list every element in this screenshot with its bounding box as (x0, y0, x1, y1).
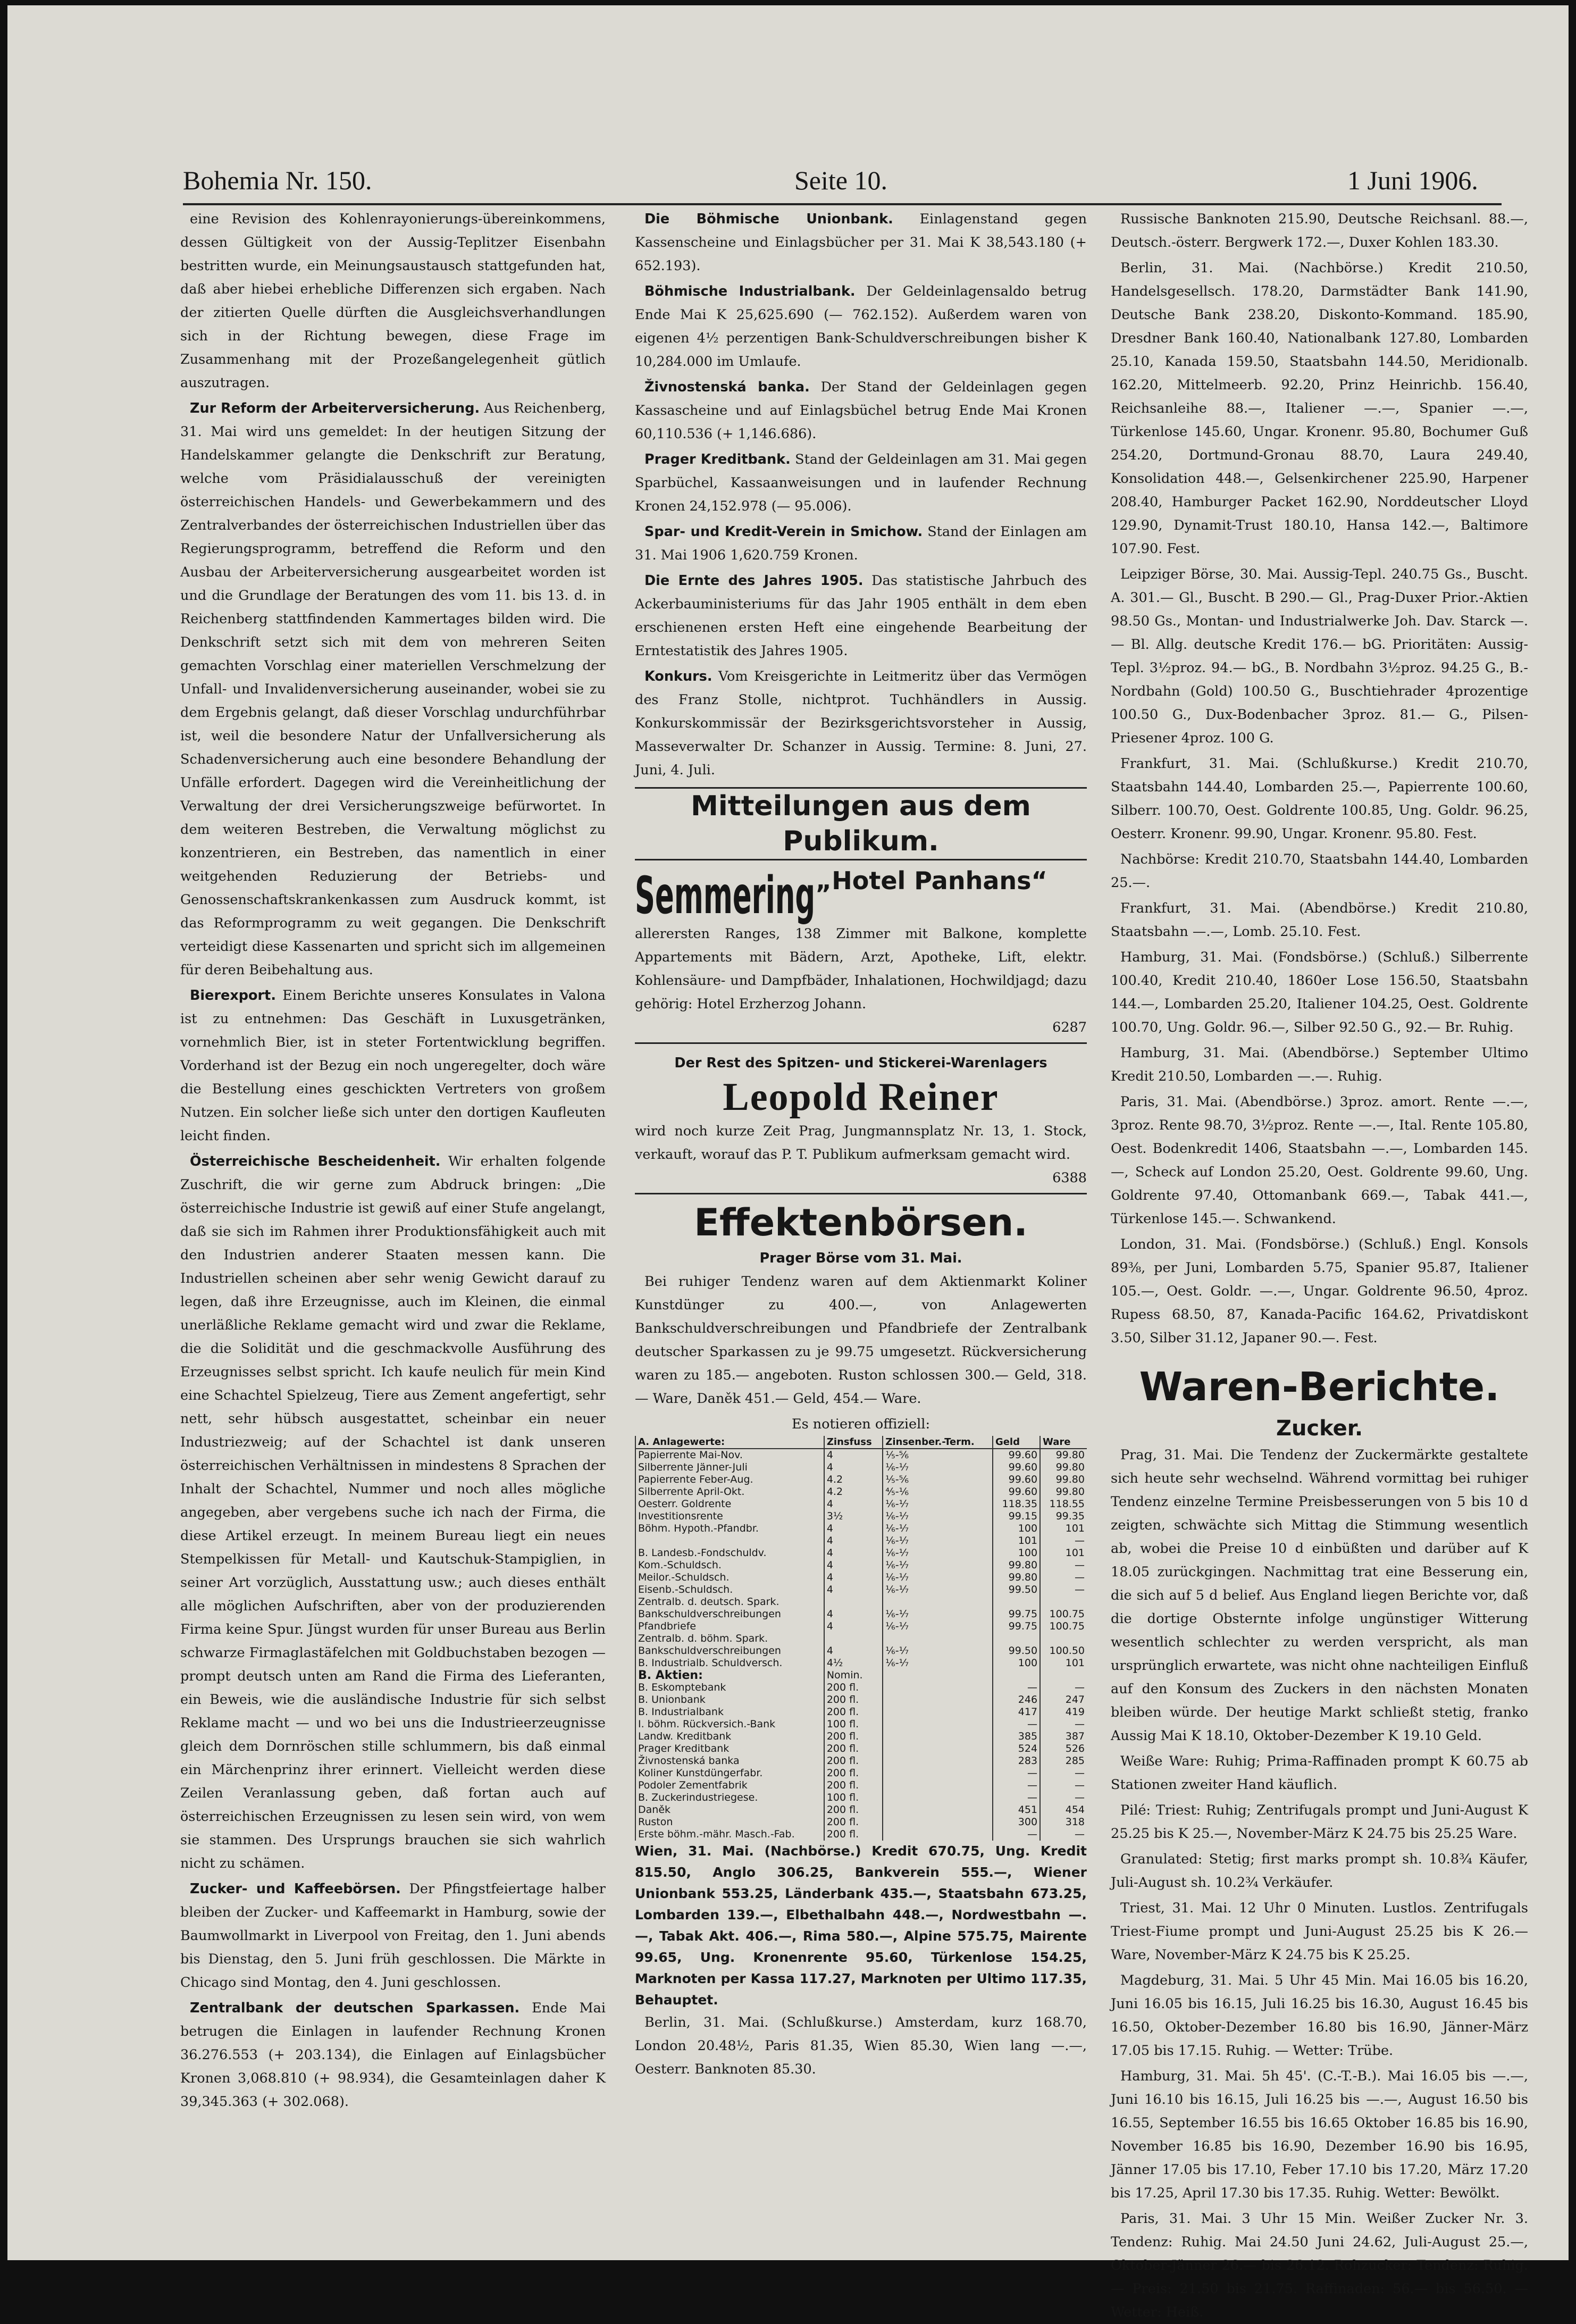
header-right: 1 Juni 1906. (1347, 165, 1478, 195)
article (180, 1996, 606, 2113)
table-cell (635, 1535, 824, 1547)
table-cell: 101 (1040, 1657, 1087, 1669)
boerse-text: Bei ruhiger Tendenz waren auf dem Aktienmarkt Koliner Kunstdünger zu 400.—, von Anlagewerten Bankschuldverschreibungen und Pfandbriefe der Zentralbank deutscher Sparkassen zu je 99.75 umgesetzt. Rückversicherung waren zu 185.— angeboten. Ruston schlossen 300.— Geld, 318.— Ware, Daněk 451.— Geld, 454.— Ware. (635, 1274, 1087, 1407)
zucker-report: Magdeburg, 31. Mai. 5 Uhr 45 Min. Mai 16.05 bis 16.20, Juni 16.05 bis 16.15, Juli 16.25 bis 16.30, August 16.45 bis 16.50, Oktober-Dezember 16.80 bis 16.90, Jänner-März 17.05 bis 17.15. Ruhig. — Wetter: Trübe. (1111, 1972, 1528, 2059)
table-cell: — (993, 1767, 1040, 1779)
table-cell: 4.2 (824, 1486, 883, 1498)
table-cell: 247 (1040, 1694, 1087, 1706)
article-heading: Prager Kreditbank. (644, 452, 791, 467)
table-cell (883, 1633, 993, 1645)
table-cell: ⅙-⅐ (883, 1523, 993, 1535)
table-cell: 387 (1040, 1731, 1087, 1743)
article-heading: Böhmische Industrialbank. (644, 283, 856, 299)
table-row (635, 1535, 1087, 1547)
table-cell (883, 1816, 993, 1828)
table-cell: 4 (824, 1571, 883, 1584)
table-cell: Živnostenská banka (635, 1755, 824, 1767)
table-cell: 4 (824, 1584, 883, 1596)
table-cell: 99.60 (993, 1486, 1040, 1498)
table-cell: — (1040, 1779, 1087, 1792)
table-cell (883, 1706, 993, 1718)
table-cell: 99.80 (1040, 1486, 1087, 1498)
article-heading: Die Ernte des Jahres 1905. (644, 573, 864, 589)
table-cell: 454 (1040, 1804, 1087, 1816)
table-cell: 99.50 (993, 1645, 1040, 1657)
table-cell: 4.2 (824, 1474, 883, 1486)
exchange-report: Berlin, 31. Mai. (Nachbörse.) Kredit 210.50, Handelsgesellsch. 178.20, Darmstädter Bank 141.90, Deutsche Bank 238.20, Diskonto-Kommand. 185.90, Dresdner Bank 160.40, Nationalbank 127.80, Lombarden 25.10, Kanada 159.50, Staatsbahn 144.50, Meridionalb. 162.20, Mittelmeerb. 92.20, Prinz Heinrichb. 156.40, Reichsanleihe 88.—, Italiener —.—, Spanier —.—, Türkenlose 145.60, Ungar. Kronenr. 95.80, Bochumer Guß 254.20, Dortmund-Gronau 88.70, Laura 249.40, Konsolidation 448.—, Gelsenkirchener 225.90, Harpener 208.40, Hamburger Packet 162.90, Norddeutscher Lloyd 129.90, Dynamit-Trust 180.10, Hansa 142.—, Baltimore 107.90. Fest. (1111, 260, 1528, 557)
table-cell: 101 (1040, 1547, 1087, 1559)
table-cell (883, 1731, 993, 1743)
table-row (635, 1461, 1087, 1474)
table-cell: 99.50 (993, 1584, 1040, 1596)
table-cell (883, 1792, 993, 1804)
table-cell: — (1040, 1535, 1087, 1547)
table-cell: 100.75 (1040, 1620, 1087, 1633)
table-row (635, 1571, 1087, 1584)
table-cell: 99.75 (993, 1620, 1040, 1633)
zucker-report: Granulated: Stetig; first marks prompt sh. 10.8¾ Käufer, Juli-August sh. 10.2¾ Verkäufer. (1111, 1851, 1528, 1891)
table-cell: 4 (824, 1620, 883, 1633)
table-cell: ⅙-⅐ (883, 1559, 993, 1571)
article (180, 397, 606, 982)
table-cell: — (1040, 1571, 1087, 1584)
article-text: eine Revision des Kohlenrayonierungs-übereinkommens, dessen Gültigkeit von der Aussig-Teplitzer Eisenbahn bestritten wurde, ein Meinungsaustausch stattgefunden hat, daß aber hiebei erhebliche Differenzen sich ergaben. Nach der zitierten Quelle dürften die Ausgleichsverhandlungen sich in der Richtung bewegen, diese Frage im Zusammenhang mit der Prozeßangelegenheit gütlich auszutragen. (180, 211, 606, 391)
table-cell: 100 fl. (824, 1792, 883, 1804)
table-cell: Landw. Kreditbank (635, 1731, 824, 1743)
article-text: Der Stand der Geldeinlagen gegen Kassascheine und auf Einlagsbüchel betrug Ende Mai Kronen 60,110.536 (+ 1,146.686). (635, 379, 1087, 442)
table-cell (883, 1596, 993, 1608)
table-cell: 4 (824, 1547, 883, 1559)
table-cell: ⅕-⅚ (883, 1449, 993, 1461)
article-text: Einem Berichte unseres Konsulates in Valona ist zu entnehmen: Das Geschäft in Luxusgetränken, vornehmlich Bier, ist in steter Fortentwicklung begriffen. Vorderhand ist der Bezug ein noch ungeregelter, doch wäre die Bestellung eines geschickten Vertreters von großem Nutzen. Ein solcher ließe sich unter den dortigen Kaufleuten leicht finden. (180, 988, 606, 1144)
bank-notices (635, 207, 1087, 782)
table-cell: 200 fl. (824, 1828, 883, 1841)
table-cell: 101 (993, 1535, 1040, 1547)
column-header: Geld (993, 1436, 1040, 1449)
table-cell: ⅙-⅐ (883, 1461, 993, 1474)
table-cell: 4 (824, 1449, 883, 1461)
table-cell: 451 (993, 1804, 1040, 1816)
table-cell: 99.80 (1040, 1474, 1087, 1486)
table-cell: 318 (1040, 1816, 1087, 1828)
table-row (635, 1449, 1087, 1461)
table-row (635, 1633, 1087, 1645)
table-cell (883, 1694, 993, 1706)
table-row (635, 1743, 1087, 1755)
table-cell: 100.75 (1040, 1608, 1087, 1620)
table-row (635, 1608, 1087, 1620)
exchange-report: Hamburg, 31. Mai. (Abendbörse.) September Ultimo Kredit 210.50, Lombarden —.—. Ruhig. (1111, 1045, 1528, 1084)
table-cell: — (993, 1718, 1040, 1731)
table-row (635, 1804, 1087, 1816)
table-row (635, 1694, 1087, 1706)
table-cell: — (993, 1792, 1040, 1804)
table-cell: 99.75 (993, 1608, 1040, 1620)
table-cell: Kom.-Schuldsch. (635, 1559, 824, 1571)
table-row (635, 1657, 1087, 1669)
table-cell (883, 1828, 993, 1841)
table-row (635, 1523, 1087, 1535)
table-cell: 285 (1040, 1755, 1087, 1767)
table-cell: ⅙-⅐ (883, 1620, 993, 1633)
table-cell: 417 (993, 1706, 1040, 1718)
table-row (635, 1718, 1087, 1731)
table-cell: B. Zuckerindustriegese. (635, 1792, 824, 1804)
article-heading: Spar- und Kredit-Verein in Smichow. (644, 524, 923, 540)
table-cell: 246 (993, 1694, 1040, 1706)
table-cell: — (1040, 1718, 1087, 1731)
table-cell: ⅙-⅐ (883, 1510, 993, 1523)
table-cell: 99.60 (993, 1461, 1040, 1474)
table-cell: 200 fl. (824, 1682, 883, 1694)
effektenboersen-title: Effektenbörsen. (694, 1201, 1028, 1244)
table-cell: ⅙-⅐ (883, 1571, 993, 1584)
article (180, 1150, 606, 1875)
table-cell: Bankschuldverschreibungen (635, 1608, 824, 1620)
article (180, 1877, 606, 1994)
table-cell (1040, 1596, 1087, 1608)
table-row (635, 1559, 1087, 1571)
column-2 (635, 207, 1087, 2207)
article-text: Einlagenstand gegen Kassenscheine und Einlagsbücher per 31. Mai K 38,543.180 (+ 652.193). (635, 211, 1087, 274)
table-cell: Zentralb. d. böhm. Spark. (635, 1633, 824, 1645)
zucker-subtitle: Zucker. (1276, 1416, 1363, 1441)
article (635, 207, 1087, 278)
table-cell: 100 fl. (824, 1718, 883, 1731)
exchange-report: Nachbörse: Kredit 210.70, Staatsbahn 144.40, Lombarden 25.—. (1111, 851, 1528, 891)
table-cell: Papierrente Mai-Nov. (635, 1449, 824, 1461)
table-cell: Silberrente Jänner-Juli (635, 1461, 824, 1474)
table-cell: 99.80 (1040, 1449, 1087, 1461)
table-cell (883, 1755, 993, 1767)
column-header: Zinsfuss (824, 1436, 883, 1449)
table-row (635, 1767, 1087, 1779)
table-row (635, 1474, 1087, 1486)
table-cell: Silberrente April-Okt. (635, 1486, 824, 1498)
article (180, 984, 606, 1148)
table-cell: — (993, 1682, 1040, 1694)
article-heading: Konkurs. (644, 668, 712, 684)
table-cell: ⅕-⅚ (883, 1474, 993, 1486)
table-cell (883, 1718, 993, 1731)
newspaper-page (7, 5, 1569, 2320)
kurs-table (635, 1436, 1087, 1841)
table-row (635, 1682, 1087, 1694)
table-cell: 524 (993, 1743, 1040, 1755)
table-cell: — (1040, 1828, 1087, 1841)
table-cell: 100 (993, 1523, 1040, 1535)
table-cell: B. Eskomptebank (635, 1682, 824, 1694)
table-cell: 4 (824, 1535, 883, 1547)
table-cell: 99.80 (993, 1571, 1040, 1584)
prager-boerse-subtitle: Prager Börse vom 31. Mai. (759, 1250, 962, 1266)
hotel-panhans-ad (635, 866, 1087, 1044)
table-cell: Daněk (635, 1804, 824, 1816)
table-cell: — (993, 1779, 1040, 1792)
reiner-text: wird noch kurze Zeit Prag, Jungmannsplatz Nr. 13, 1. Stock, verkauft, worauf das P. T. Publikum aufmerksam gemacht wird. (635, 1123, 1087, 1163)
table-cell: 118.55 (1040, 1498, 1087, 1510)
table-cell: 200 fl. (824, 1779, 883, 1792)
table-cell: 118.35 (993, 1498, 1040, 1510)
article (635, 280, 1087, 373)
table-cell: 99.15 (993, 1510, 1040, 1523)
nominal-heading: Nomin. (824, 1669, 883, 1682)
column-header: A. Anlagewerte: (635, 1436, 824, 1449)
article-text: Wir erhalten folgende Zuschrift, die wir gerne zum Abdruck bringen: „Die österreichische Industrie ist gewiß auf einer Stufe angelangt, daß sie sich im Rahmen ihrer Produktionsfähigkeit auch mit den Industrien anderer Staaten messen kann. Die Industriellen scheinen aber sehr wenig Gewicht darauf zu legen, daß ihre Erzeugnisse, auch im Kleinen, die einmal unerläßliche Reklame gemacht wird und zwar die Reklame, die die Solidität und die geschmackvolle Ausführung des Erzeugnisses selbst spricht. Ich kaufe neulich für mein Kind eine Schachtel Spielzeug, Tiere aus Zement angefertigt, sehr nett, sehr hübsch ausgestattet, scheinbar ein neuer Industriezweig; auf der Schachtel ist dank unseren österreichischen Verhältnissen in mindestens 8 Sprachen der Inhalt der Schachtel, Nummer und noch alles mögliche angegeben, aber vergebens suche ich nach der Firma, die diese Artikel erzeugt. In meinem Bureau liegt ein neues Stempelkissen für Metall- und Kautschuk-Stampiglien, in seiner Art vorzüglich, Ausstattung usw.; auch dieses enthält alle möglichen Aufschriften, aber von der produzierenden Firma keine Spur. Jüngst wurden für unser Bureau aus Berlin schwarze Firmaglastäfelchen mit Goldbuchstaben bezogen — prompt deutsch unten am Rand die Firma des Lieferanten, ein Beweis, wie die ausländische Industrie für sich selbst Reklame macht — und wo bei uns die Industrieerzeugnisse gleich dem Dornröschen stille schlummern, bis daß einmal ein Märchenprinz ihrer erinnert. Vielleicht werden diese Zeilen Veranlassung geben, daß fortan auch auf österreichischen Erzeugnissen zu lesen sein wird, von wem sie stammen. Des Ursprungs brauchen sie sich wahrlich nicht zu schämen. (180, 1153, 606, 1871)
hotel-text: allerersten Ranges, 138 Zimmer mit Balkone, komplette Appartements mit Bädern, Arzt, Apotheke, Lift, elektr. Kohlensäure- und Dampfbäder, Inhalationen, Hochwildjagd; dazu gehörig: Hotel Erzherzog Johann. (635, 926, 1087, 1012)
table-cell: 283 (993, 1755, 1040, 1767)
table-row (635, 1584, 1087, 1596)
table-row (635, 1510, 1087, 1523)
table-cell: 200 fl. (824, 1731, 883, 1743)
table-cell: 4 (824, 1559, 883, 1571)
table-row (635, 1498, 1087, 1510)
article-text: Das statistische Jahrbuch des Ackerbauministeriums für das Jahr 1905 enthält in dem eben erschienenen ersten Heft eine eingehende Bearbeitung der Erntestatistik des Jahres 1905. (635, 573, 1087, 659)
table-cell: — (1040, 1767, 1087, 1779)
table-cell: 100 (993, 1547, 1040, 1559)
table-cell: ⅙-⅐ (883, 1645, 993, 1657)
table-cell: B. Industrialbank (635, 1706, 824, 1718)
header-rule (183, 203, 1502, 205)
table-cell: 4½ (824, 1657, 883, 1669)
article (635, 569, 1087, 663)
table-cell: 200 fl. (824, 1767, 883, 1779)
hotel-name: „Hotel Panhans“ (816, 866, 1047, 895)
zucker-report: Hamburg, 31. Mai. 5h 45'. (C.-T.-B.). Mai 16.05 bis —.—, Juni 16.10 bis 16.15, Juli 16.25 bis —.—, August 16.50 bis 16.55, September 16.55 bis 16.65 Oktober 16.85 bis 16.90, November 16.85 bis 16.90, Dezember 16.90 bis 16.95, Jänner 17.05 bis 17.10, Feber 17.10 bis 17.20, März 17.20 bis 17.25, April 17.30 bis 17.35. Ruhig. Wetter: Bewölkt. (1111, 2068, 1528, 2201)
table-cell: Investitionsrente (635, 1510, 824, 1523)
article (635, 448, 1087, 518)
table-cell: 99.80 (993, 1559, 1040, 1571)
table-cell: 101 (1040, 1523, 1087, 1535)
table-cell: Papierrente Feber-Aug. (635, 1474, 824, 1486)
table-cell: — (1040, 1792, 1087, 1804)
table-cell: 526 (1040, 1743, 1087, 1755)
article (180, 207, 606, 395)
table-cell: 99.60 (993, 1474, 1040, 1486)
table-cell: ⅙-⅐ (883, 1584, 993, 1596)
table-row (635, 1486, 1087, 1498)
table-row (635, 1620, 1087, 1633)
article (635, 375, 1087, 446)
article-text: Stand der Einlagen am 31. Mai 1906 1,620.759 Kronen. (635, 524, 1087, 563)
exchange-report: Hamburg, 31. Mai. (Fondsbörse.) (Schluß.) Silberrente 100.40, Kredit 210.40, 1860er Lose 156.50, Staatsbahn 144.—, Lombarden 25.20, Italiener 104.25, Oest. Goldrente 100.70, Ung. Goldr. 96.—, Silber 92.50 G., 92.— Br. Ruhig. (1111, 949, 1528, 1035)
exchange-report: Frankfurt, 31. Mai. (Schlußkurse.) Kredit 210.70, Staatsbahn 144.40, Lombarden 25.—, Papierrente 100.60, Silberr. 100.70, Oest. Goldrente 100.85, Ung. Goldr. 96.25, Oesterr. Kronenr. 99.90, Ungar. Kronenr. 95.80. Fest. (1111, 756, 1528, 842)
table-cell: — (1040, 1682, 1087, 1694)
semmering-title: Semmering (635, 866, 816, 925)
table-cell: Bankschuldverschreibungen (635, 1645, 824, 1657)
table-cell: B. Unionbank (635, 1694, 824, 1706)
exchange-report: Russische Banknoten 215.90, Deutsche Reichsanl. 88.—, Deutsch.-österr. Bergwerk 172.—, Duxer Kohlen 183.30. (1111, 211, 1528, 250)
wien-nachboerse: Wien, 31. Mai. (Nachbörse.) Kredit 670.75, Ung. Kredit 815.50, Anglo 306.25, Bankverein 555.—, Wiener Unionbank 553.25, Länderbank 435.—, Staatsbahn 673.25, Lombarden 139.—, Elbethalbahn 448.—, Nordwestbahn —.—, Tabak Akt. 406.—, Rima 580.—, Alpine 575.75, Mairente 99.65, Ung. Kronenrente 95.60, Türkenlose 154.25, Marknoten per Kassa 117.27, Marknoten per Ultimo 117.35, Behauptet. (635, 1843, 1087, 2008)
table-cell (993, 1596, 1040, 1608)
article (635, 665, 1087, 782)
exchange-report: Frankfurt, 31. Mai. (Abendbörse.) Kredit 210.80, Staatsbahn —.—, Lomb. 25.10. Fest. (1111, 900, 1528, 940)
table-cell (1040, 1633, 1087, 1645)
article-text: Vom Kreisgerichte in Leitmeritz über das Vermögen des Franz Stolle, nichtprot. Tuchhändlers in Aussig. Konkurskommissär der Bezirksgerichtsvorsteher in Aussig, Masseverwalter Dr. Schanzer in Aussig. Termine: 8. Juni, 27. Juni, 4. Juli. (635, 668, 1087, 778)
table-cell: Pfandbriefe (635, 1620, 824, 1633)
table-cell: 4 (824, 1608, 883, 1620)
zucker-report: Prag, 31. Mai. Die Tendenz der Zuckermärkte gestaltete sich heute sehr wechselnd. Während vormittag bei ruhiger Tendenz einzelne Termine Preisbesserungen von 5 bis 10 d zeigten, schwächte sich Mittag die Stimmung wesentlich ab, wobei die Preise 10 d einbüßten und darüber auf K 18.05 zurückgingen. Nachmittag trat eine Besserung ein, die sich auf 5 d belief. Aus England liegen Berichte vor, daß die dortige Obsternte infolge ungünstiger Witterung wesentlich schlechter zu werden verspricht, als man ursprünglich erwartete, was nicht ohne nachteiligen Einfluß auf den Konsum des Zuckers in den nächsten Monaten bleiben würde. Der heutige Markt schließt stetig, franko Aussig Mai K 18.10, Oktober-Dezember K 19.10 Geld. (1111, 1447, 1528, 1744)
header-center: Seite 10. (794, 165, 887, 195)
table-cell: I. böhm. Rückversich.-Bank (635, 1718, 824, 1731)
table-cell: — (993, 1828, 1040, 1841)
table-cell: Oesterr. Goldrente (635, 1498, 824, 1510)
table-cell: Zentralb. d. deutsch. Spark. (635, 1596, 824, 1608)
table-row (635, 1547, 1087, 1559)
table-row (635, 1816, 1087, 1828)
table-cell: 4 (824, 1645, 883, 1657)
reiner-ad (635, 1048, 1087, 1194)
hotel-ad-number: 6287 (1052, 1019, 1087, 1035)
article (635, 520, 1087, 567)
berlin-schlusskurse: Berlin, 31. Mai. (Schlußkurse.) Amsterdam, kurz 168.70, London 20.48½, Paris 81.35, Wien 85.30, Wien lang —.—, Oesterr. Banknoten 85.30. (635, 2014, 1087, 2077)
table-cell: ⅙-⅐ (883, 1547, 993, 1559)
reiner-ad-number: 6388 (1052, 1170, 1087, 1186)
table-cell (883, 1804, 993, 1816)
table-cell: 200 fl. (824, 1755, 883, 1767)
table-cell: ⅙-⅐ (883, 1657, 993, 1669)
table-cell: 200 fl. (824, 1743, 883, 1755)
zucker-report: Paris, 31. Mai. 3 Uhr 15 Min. Weißer Zucker Nr. 3. Tendenz: Ruhig. Mai 24.50 Juni 24.62, Juli-August 25.—, Oktober-Jänner 26.— bis 26.12. Rohzucker: Tendenz: Ruhig. — Preis: 21.50 bis 21.75. Raffinaden: 56.— bis 56.50. — Wetter: Heiß. (1111, 2211, 1528, 2320)
article-heading: Zur Reform der Arbeiterversicherung. (190, 400, 480, 416)
table-row (635, 1596, 1087, 1608)
table-row (635, 1792, 1087, 1804)
exchange-reports (1111, 207, 1528, 1350)
article-heading: Bierexport. (190, 988, 276, 1004)
table-cell: Prager Kreditbank (635, 1743, 824, 1755)
table-cell: 4 (824, 1498, 883, 1510)
table-row (635, 1755, 1087, 1767)
table-cell: ⅙-⅐ (883, 1608, 993, 1620)
article-heading: Die Böhmische Unionbank. (644, 211, 893, 227)
table-cell: Böhm. Hypoth.-Pfandbr. (635, 1523, 824, 1535)
exchange-report: Paris, 31. Mai. (Abendbörse.) 3proz. amort. Rente —.—, 3proz. Rente 98.70, 3½proz. Rente —.—, Ital. Rente 105.80, Oest. Bodenkredit 1406, Staatsbahn —.—, Lombarden 145.—, Scheck auf London 25.20, Oest. Goldrente 99.60, Ung. Goldrente 97.40, Ottomanbank 669.—, Tabak 441.—, Türkenlose 145.—. Schwankend. (1111, 1094, 1528, 1227)
article-text: Stand der Geldeinlagen am 31. Mai gegen Sparbüchel, Kassaanweisungen und in laufender Rechnung Kronen 24,152.978 (— 95.006). (635, 452, 1087, 514)
header-left: Bohemia Nr. 150. (183, 165, 372, 195)
zucker-report: Pilé: Triest: Ruhig; Zentrifugals prompt und Juni-August K 25.25 bis K 25.—, November-März K 24.75 bis 25.25 Ware. (1111, 1802, 1528, 1842)
table-row (635, 1779, 1087, 1792)
table-cell: ⅙-⅐ (883, 1535, 993, 1547)
article-text: Aus Reichenberg, 31. Mai wird uns gemeldet: In der heutigen Sitzung der Handelskammer gelangte die Denkschrift zur Beratung, welche vom Präsidialausschuß der vereinigten österreichischen Handels- und Gewerbekammern und des Zentralverbandes der österreichischen Industriellen über das Regierungsprogramm, betreffend die Reform und den Ausbau der Arbeiterversicherung ausgearbeitet worden ist und die Grundlage der Beratungen des vom 11. bis 13. d. in Reichenberg stattfindenden Kammertages bilden wird. Die Denkschrift setzt sich mit dem von mehreren Seiten gemachten Vorschlag einer materiellen Verschmelzung der Unfall- und Invalidenversicherung auseinander, wobei sie zu dem Ergebnis gelangt, daß dieser Vorschlag undurchführbar ist, weil die besondere Natur der Unfallversicherung als Schadenversicherung auch eine besondere Behandlung der Unfälle erfordert. Dagegen wird die Vereinheitlichung der Verwaltung der drei Versicherungszweige befürwortet. In dem weiteren Bestreben, die Verwaltung möglichst zu konzentrieren, ein Bestreben, das namentlich in einer weitgehenden Reduzierung der Betriebs- und Genossenschaftskrankenkassen zum Ausdruck kommt, ist das Reformprogramm zu weit gegangen. Die Denkschrift verteidigt diese Kassenarten und spricht sich im allgemeinen für deren Beibehaltung aus. (180, 400, 606, 978)
table-cell: 200 fl. (824, 1804, 883, 1816)
aktien-heading: B. Aktien: (635, 1669, 824, 1682)
column-header: Ware (1040, 1436, 1087, 1449)
column-3 (1111, 207, 1528, 2320)
table-cell: Ruston (635, 1816, 824, 1828)
table-cell: 200 fl. (824, 1694, 883, 1706)
table-cell: Koliner Kunstdüngerfabr. (635, 1767, 824, 1779)
table-cell: 200 fl. (824, 1816, 883, 1828)
table-cell: — (1040, 1584, 1087, 1596)
zucker-reports (1111, 1443, 1528, 2324)
table-cell (883, 1743, 993, 1755)
zucker-report: Weiße Ware: Ruhig; Prima-Raffinaden prompt K 60.75 ab Stationen zweiter Hand käuflich. (1111, 1753, 1528, 1793)
table-cell: 300 (993, 1816, 1040, 1828)
article-text: Der Geldeinlagensaldo betrug Ende Mai K 25,625.690 (— 762.152). Außerdem waren von eigenen 4½ perzentigen Bank-Schuldverschreibungen bisher K 10,284.000 im Umlaufe. (635, 283, 1087, 370)
article-heading: Österreichische Bescheidenheit. (190, 1153, 441, 1169)
table-cell: 4 (824, 1523, 883, 1535)
table-row (635, 1828, 1087, 1841)
article-text: Ende Mai betrugen die Einlagen in laufender Rechnung Kronen 36.276.553 (+ 203.134), die Einlagen auf Einlagsbücher Kronen 3,068.810 (+ 98.934), die Gesamteinlagen daher K 39,345.363 (+ 302.068). (180, 2000, 606, 2110)
exchange-report: London, 31. Mai. (Fondsbörse.) (Schluß.) Engl. Konsols 89⅜, per Juni, Lombarden 5.75, Spanier 95.87, Italiener 105.—, Oest. Goldr. —.—, Ungar. Goldrente 96.50, 4proz. Rupess 68.50, 87, Kanada-Pacific 164.62, Privatdiskont 3.50, Silber 31.12, Japaner 90.—. Fest. (1111, 1236, 1528, 1346)
table-cell: 3½ (824, 1510, 883, 1523)
table-cell: 419 (1040, 1706, 1087, 1718)
article-heading: Zucker- und Kaffeebörsen. (190, 1881, 401, 1897)
table-cell: 99.60 (993, 1449, 1040, 1461)
exchange-report: Leipziger Börse, 30. Mai. Aussig-Tepl. 240.75 Gs., Buscht. A. 301.— Gl., Buscht. B 290.— Gl., Prag-Duxer Prior.-Aktien 98.50 Gs., Montan- und Industrialwerke Joh. Dav. Starck —.— Bl. Allg. deutsche Kredit 176.— bG. Prioritäten: Aussig-Tepl. 3½proz. 94.— bG., B. Nordbahn 3½proz. 94.25 G., B.-Nordbahn (Gold) 100.50 G., Buschtiehrader 4prozentige 100.50 G., Dux-Bodenbacher 3proz. 81.— G., Pilsen-Priesener 4proz. 100 G. (1111, 566, 1528, 746)
zucker-report: Triest, 31. Mai. 12 Uhr 0 Minuten. Lustlos. Zentrifugals Triest-Fiume prompt und Juni-August 25.25 bis K 26.— Ware, November-März K 24.75 bis K 25.25. (1111, 1900, 1528, 1963)
article-heading: Živnostenská banka. (644, 379, 810, 395)
waren-berichte-title: Waren-Berichte. (1139, 1364, 1500, 1410)
column-header: Zinsenber.-Term. (883, 1436, 993, 1449)
table-cell: B. Landesb.-Fondschuldv. (635, 1547, 824, 1559)
table-cell: Erste böhm.-mähr. Masch.-Fab. (635, 1828, 824, 1841)
offiziell-label: Es notieren offiziell: (791, 1416, 930, 1432)
table-cell: 385 (993, 1731, 1040, 1743)
table-cell: — (1040, 1559, 1087, 1571)
table-row (635, 1731, 1087, 1743)
table-cell: 4 (824, 1461, 883, 1474)
table-cell: Podoler Zementfabrik (635, 1779, 824, 1792)
table-row (635, 1645, 1087, 1657)
table-cell (883, 1779, 993, 1792)
table-cell: 200 fl. (824, 1706, 883, 1718)
table-cell: B. Industrialb. Schuldversch. (635, 1657, 824, 1669)
column-1 (180, 207, 606, 2207)
table-cell: 99.35 (1040, 1510, 1087, 1523)
table-cell: ⅙-⅐ (883, 1498, 993, 1510)
table-row (635, 1706, 1087, 1718)
table-cell (993, 1633, 1040, 1645)
table-cell: 100 (993, 1657, 1040, 1669)
table-cell: 99.80 (1040, 1461, 1087, 1474)
article-text: Der Pfingstfeiertage halber bleiben der Zucker- und Kaffeemarkt in Hamburg, sowie der Baumwollmarkt in Liverpool von Freitag, den 1. Juni abends bis Dienstag, den 5. Juni früh geschlossen. Die Märkte in Chicago sind Montag, den 4. Juni geschlossen. (180, 1881, 606, 1991)
table-cell: 100.50 (1040, 1645, 1087, 1657)
table-cell (824, 1596, 883, 1608)
table-cell (883, 1767, 993, 1779)
mitteilungen-heading: Mitteilungen aus dem Publikum. (635, 787, 1087, 860)
reiner-top: Der Rest des Spitzen- und Stickerei-Warenlagers (674, 1055, 1047, 1071)
table-cell (883, 1682, 993, 1694)
reiner-name: Leopold Reiner (723, 1075, 999, 1119)
table-cell (824, 1633, 883, 1645)
table-cell: Meilor.-Schuldsch. (635, 1571, 824, 1584)
table-cell: ⅘-⅙ (883, 1486, 993, 1498)
table-cell: Eisenb.-Schuldsch. (635, 1584, 824, 1596)
article-heading: Zentralbank der deutschen Sparkassen. (190, 2000, 520, 2016)
